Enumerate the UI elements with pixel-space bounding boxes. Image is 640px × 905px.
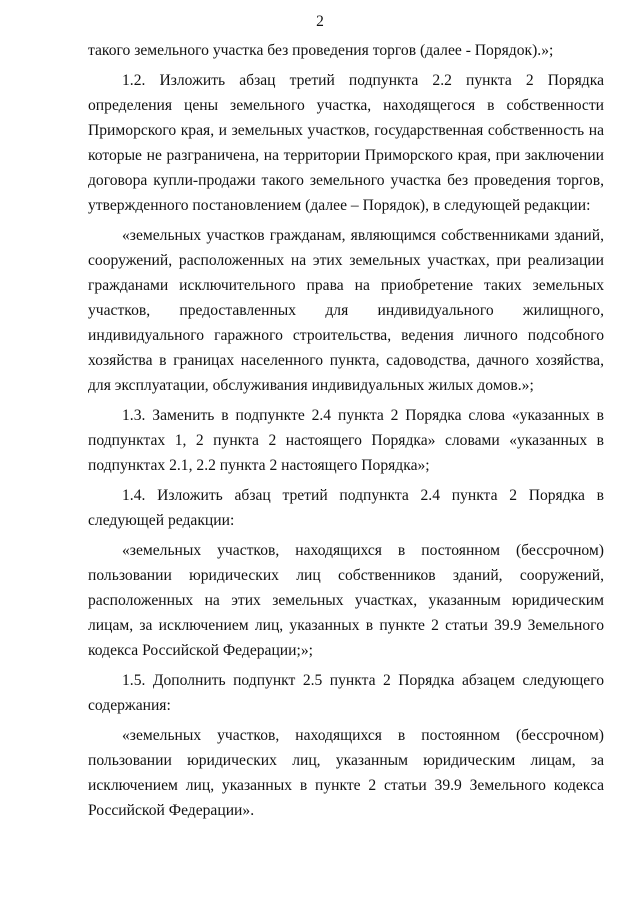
paragraph-quote-1-5: «земельных участков, находящихся в постоянном (бессрочном) пользовании юридических лиц, указанным юридическим лицам, за исключением лиц, указанных в пункте 2 статьи 39.9 Земельного кодекса Российской Федерации». (88, 727, 604, 819)
paragraph-quote-1-4: «земельных участков, находящихся в постоянном (бессрочном) пользовании юридических лиц собственников зданий, сооружений, расположенных на этих земельных участках, указанным юридическим лицам, за исключением лиц, указанных в пункте 2 статьи 39.9 Земельного кодекса Российской Федерации;»; (88, 542, 604, 659)
document-body (88, 38, 604, 823)
paragraph-item-1-3: 1.3. Заменить в подпункте 2.4 пункта 2 Порядка слова «указанных в подпунктах 1, 2 пункта 2 настоящего Порядка» словами «указанных в подпунктах 2.1, 2.2 пункта 2 настоящего Порядка»; (88, 407, 604, 474)
paragraph-quote-1-2: «земельных участков гражданам, являющимся собственниками зданий, сооружений, расположенных на этих земельных участках, при реализации гражданами исключительного права на приобретение таких земельных участков, предоставленных для индивидуального жилищного, индивидуального гаражного строительства, ведения личного подсобного хозяйства в границах населенного пункта, садоводства, дачного хозяйства, для эксплуатации, обслуживания индивидуальных жилых домов.»; (88, 227, 604, 394)
paragraph-continuation: такого земельного участка без проведения торгов (далее - Порядок).»; (88, 42, 554, 59)
paragraph-item-1-5: 1.5. Дополнить подпункт 2.5 пункта 2 Порядка абзацем следующего содержания: (88, 672, 604, 714)
paragraph-item-1-2: 1.2. Изложить абзац третий подпункта 2.2 пункта 2 Порядка определения цены земельного участка, находящегося в собственности Приморского края, и земельных участков, государственная собственность на которые не разграничена, на территории Приморского края, при заключении договора купли-продажи такого земельного участка без проведения торгов, утвержденного постановлением (далее – Порядок), в следующей редакции: (88, 72, 604, 214)
page-number: 2 (316, 13, 324, 30)
paragraph-item-1-4: 1.4. Изложить абзац третий подпункта 2.4 пункта 2 Порядка в следующей редакции: (88, 487, 604, 529)
